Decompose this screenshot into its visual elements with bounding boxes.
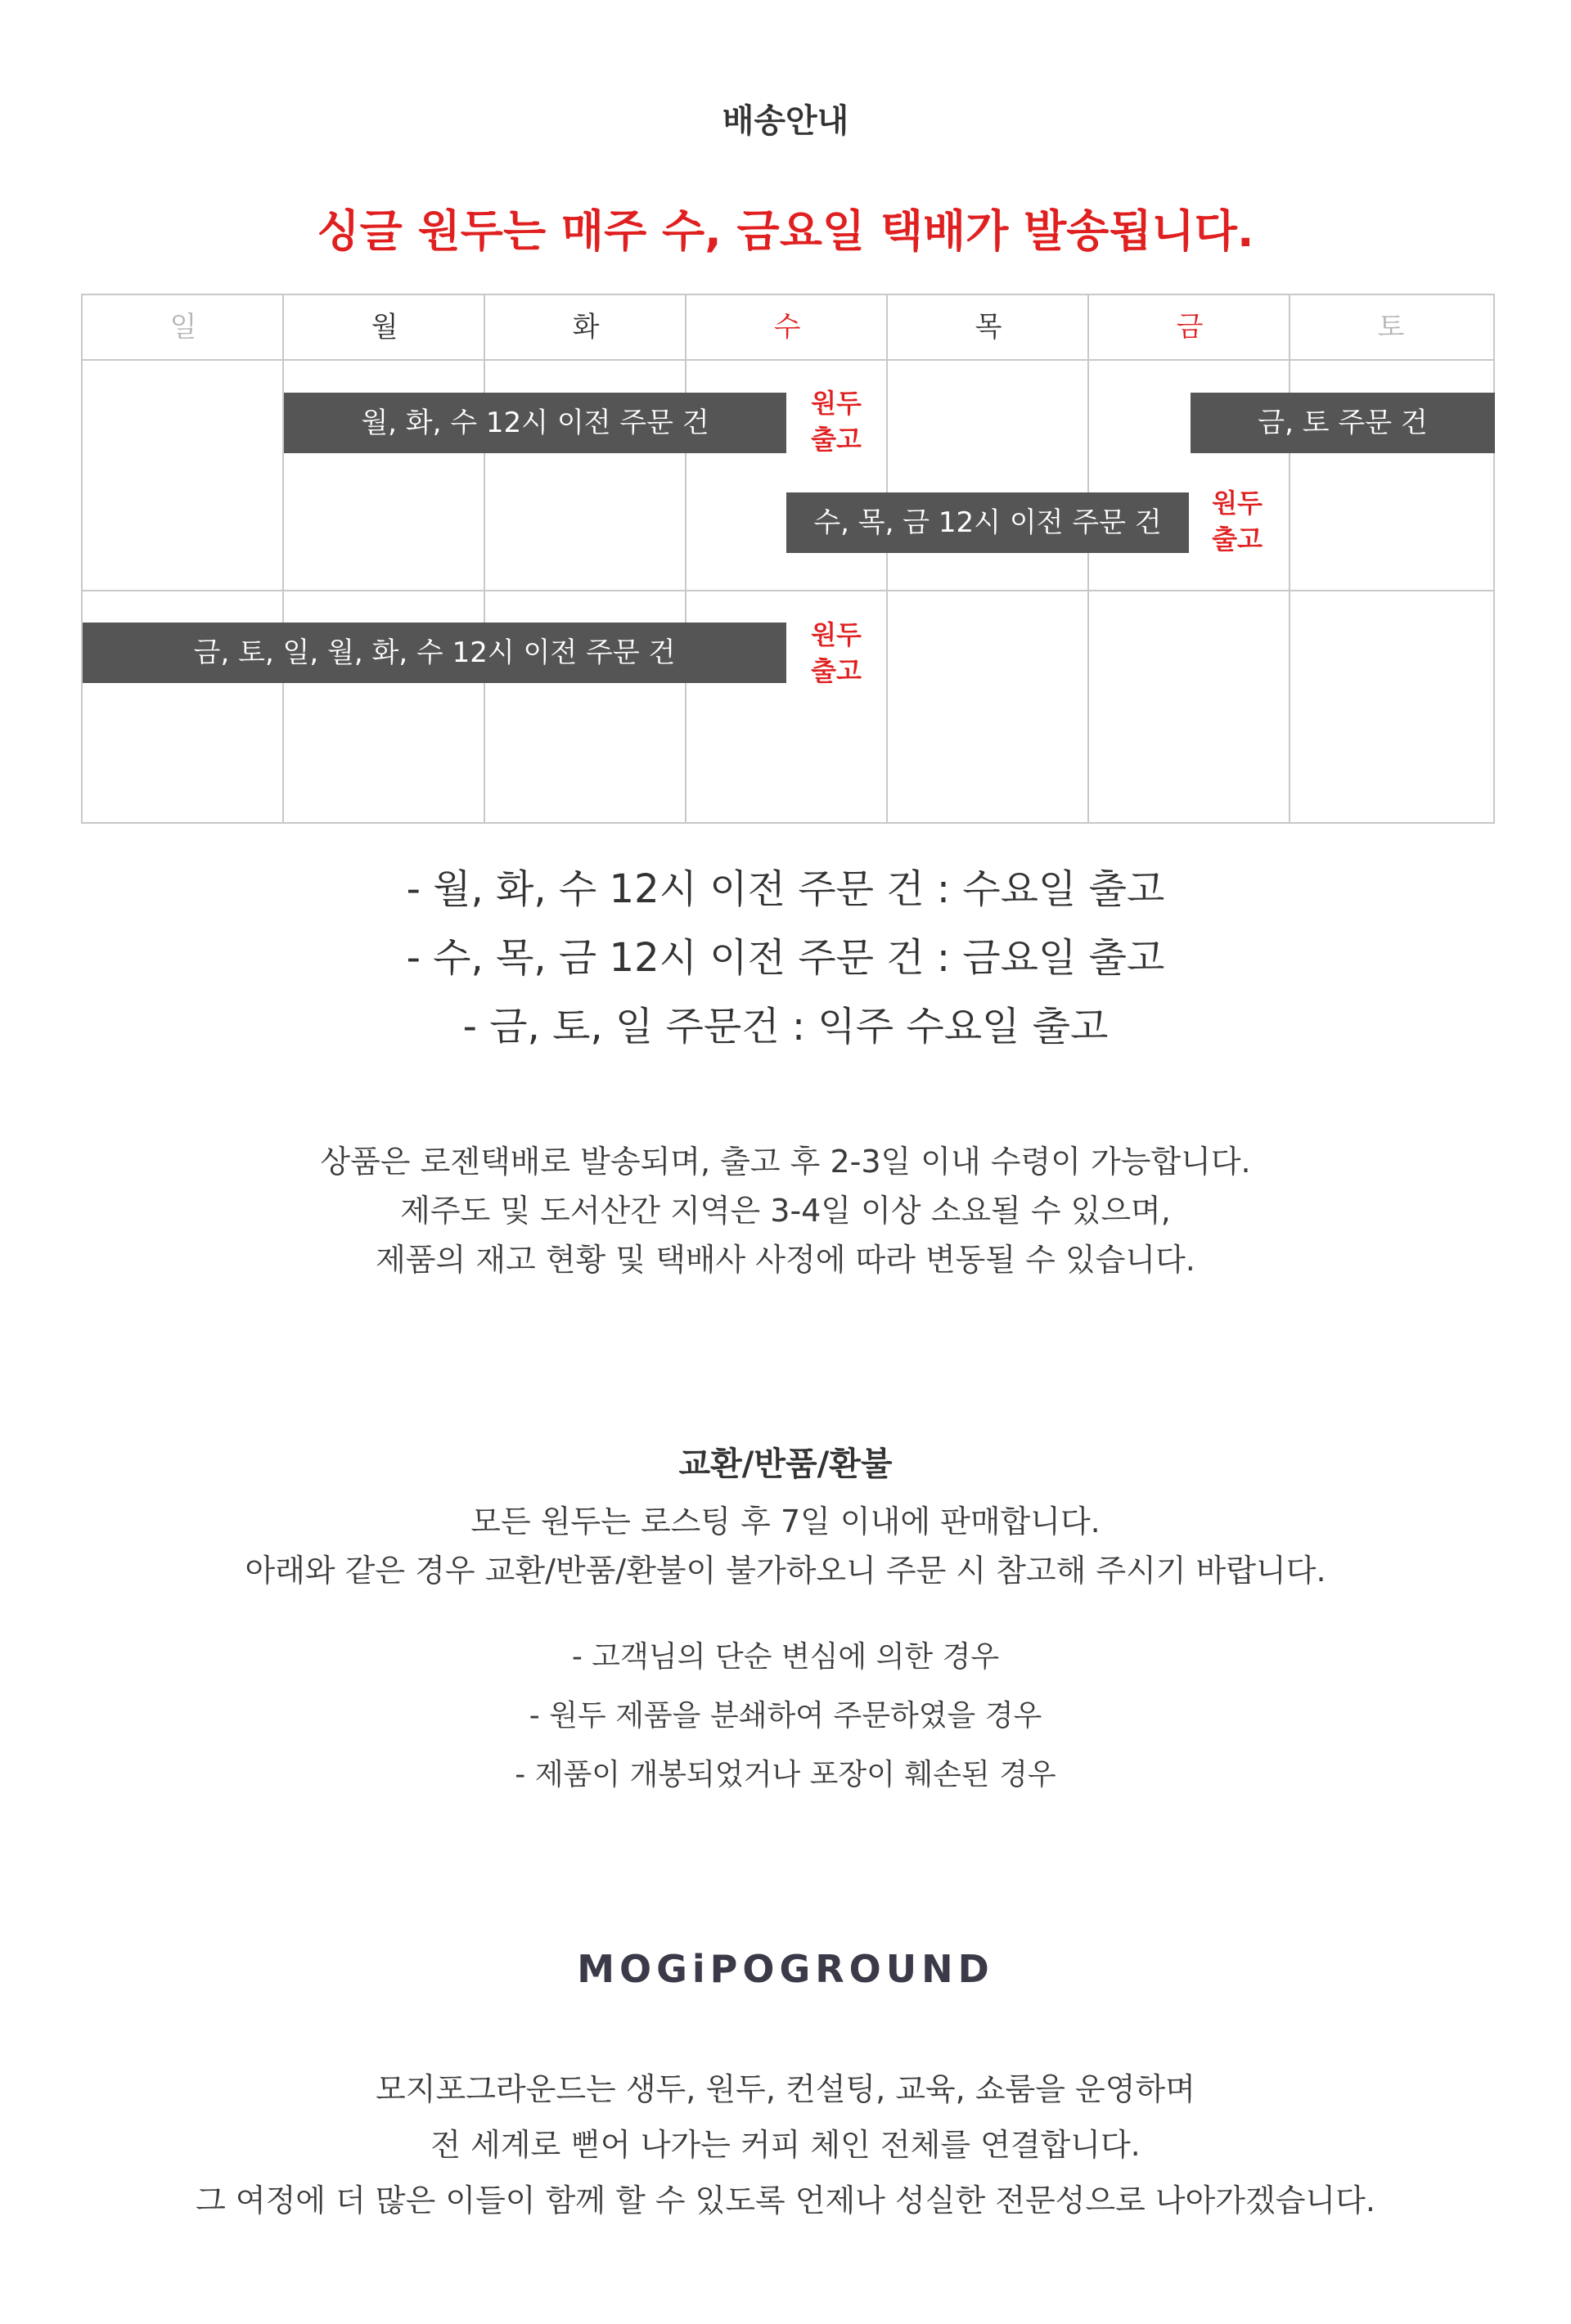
bar-fri-wed: 금, 토, 일, 월, 화, 수 12시 이전 주문 건	[83, 623, 786, 683]
note-line: 상품은 로젠택배로 발송되며, 출고 후 2-3일 이내 수령이 가능합니다.	[320, 1144, 1251, 1180]
day-sun: 일	[169, 311, 197, 344]
day-tue: 화	[572, 311, 600, 344]
returns-title: 교환/반품/환불	[678, 1445, 893, 1483]
shipping-calendar	[81, 294, 1495, 824]
rule-item: - 월, 화, 수 12시 이전 주문 건 : 수요일 출고	[406, 866, 1165, 912]
bar-fri-sat: 금, 토 주문 건	[1191, 393, 1495, 453]
shipping-headline: 싱글 원두는 매주 수, 금요일 택배가 발송됩니다.	[317, 205, 1254, 257]
ship-label-wed-2: 원두 출고	[811, 619, 862, 686]
day-sat: 토	[1377, 311, 1405, 344]
note-line: 제주도 및 도서산간 지역은 3-4일 이상 소요될 수 있으며,	[400, 1193, 1171, 1229]
case-line: - 원두 제품을 분쇄하여 주문하였을 경우	[529, 1699, 1042, 1733]
day-thu: 목	[975, 311, 1002, 344]
intro-line: 아래와 같은 경우 교환/반품/환불이 불가하오니 주문 시 참고해 주시기 바랍니다.	[245, 1553, 1326, 1589]
case-line: - 고객님의 단순 변심에 의한 경우	[571, 1640, 1000, 1674]
ship-label-fri: 원두 출고	[1212, 488, 1263, 555]
brand-line: 전 세계로 뻗어 나가는 커피 체인 전체를 연결합니다.	[430, 2127, 1141, 2163]
day-fri: 금	[1176, 311, 1204, 344]
brand-description	[0, 2061, 1571, 2228]
shipping-rules	[0, 855, 1571, 1061]
intro-line: 모든 원두는 로스팅 후 7일 이내에 판매합니다.	[470, 1504, 1101, 1540]
case-line: - 제품이 개봉되었거나 포장이 훼손된 경우	[515, 1758, 1056, 1791]
bar-mon-wed: 월, 화, 수 12시 이전 주문 건	[284, 393, 786, 453]
returns-cases	[0, 1628, 1571, 1805]
brand-logo: MOGiPOGROUND	[577, 1947, 994, 1991]
shipping-notes	[0, 1137, 1571, 1284]
ship-label-wed-1: 원두 출고	[811, 388, 862, 455]
note-line: 제품의 재고 현황 및 택배사 사정에 따라 변동될 수 있습니다.	[376, 1242, 1195, 1278]
returns-intro	[0, 1497, 1571, 1595]
rule-item: - 금, 토, 일 주문건 : 익주 수요일 출고	[462, 1004, 1109, 1050]
brand-line: 모지포그라운드는 생두, 원두, 컨설팅, 교육, 쇼룸을 운영하며	[376, 2071, 1195, 2107]
bar-wed-fri: 수, 목, 금 12시 이전 주문 건	[786, 492, 1189, 553]
rule-item: - 수, 목, 금 12시 이전 주문 건 : 금요일 출고	[406, 935, 1165, 981]
brand-line: 그 여정에 더 많은 이들이 함께 할 수 있도록 언제나 성실한 전문성으로 나아가겠습니다.	[196, 2182, 1375, 2218]
day-mon: 월	[371, 311, 398, 344]
shipping-title: 배송안내	[722, 102, 849, 140]
day-wed: 수	[773, 311, 801, 344]
